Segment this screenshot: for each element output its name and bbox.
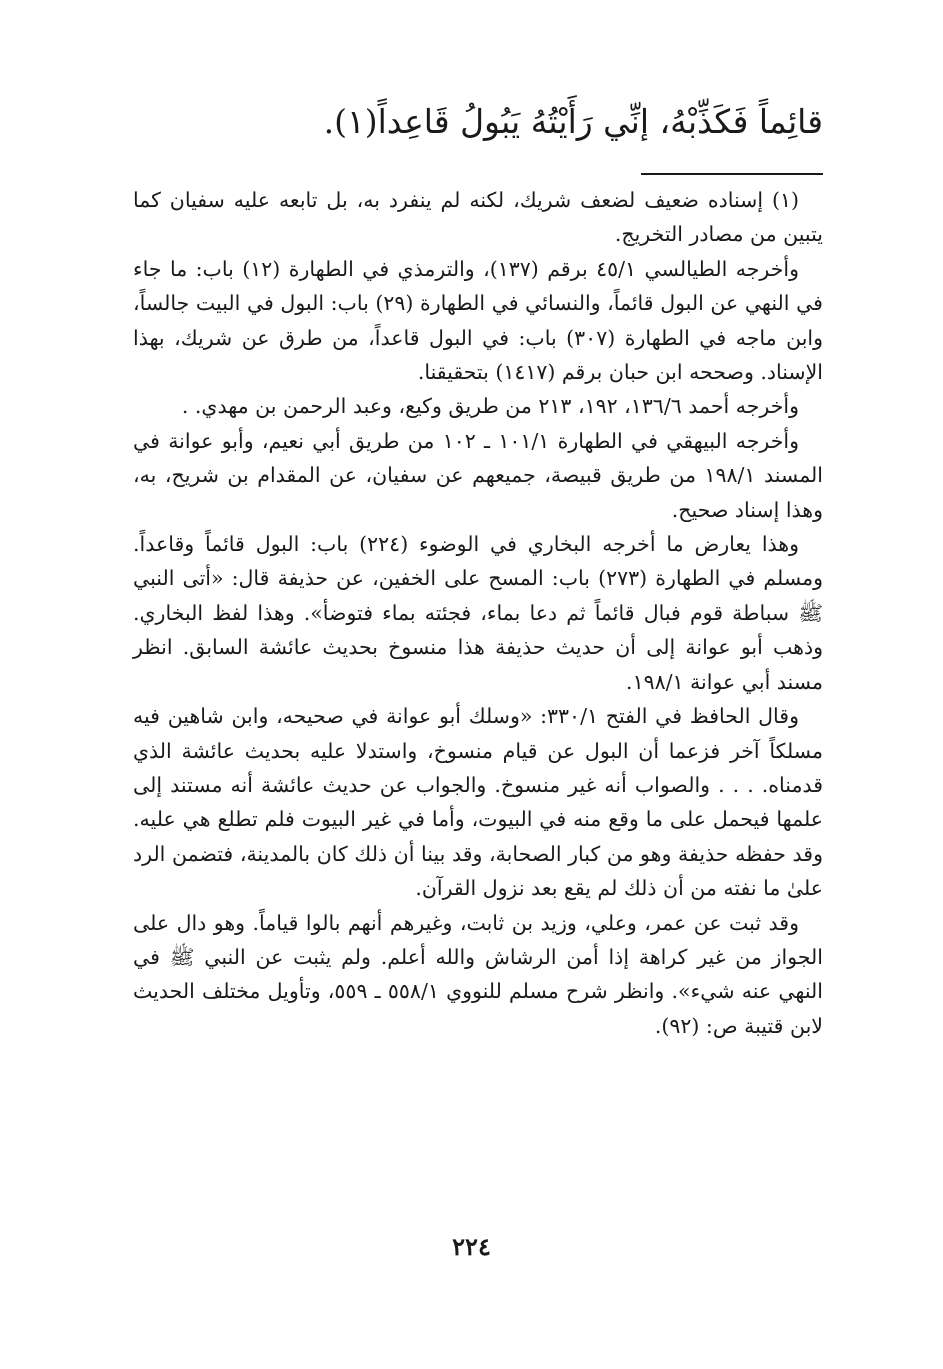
footnote-paragraph: وأخرجه أحمد ١٣٦/٦، ١٩٢، ٢١٣ من طريق وكيع، وعبد الرحمن بن مهدي. . <box>181 394 799 419</box>
footnotes <box>133 183 823 1043</box>
footnote-separator <box>641 173 823 175</box>
footnote-paragraph: وقال الحافظ في الفتح ٣٣٠/١: «وسلك أبو عوانة في صحيحه، وابن شاهين فيه مسلكاً آخر فزعما أن البول عن قيام منسوخ، واستدلا عليه بحديث عائشة الذي قدمناه. . . . والصواب أنه غير منسوخ. والجواب عن حديث عائشة أنه مستند إلى علمها فيحمل على ما وقع منه في البيوت، وأما في غير البيوت فلم تطلع هي عليه. وقد حفظه حذيفة وهو من كبار الصحابة، وقد بينا أن ذلك كان بالمدينة، فتضمن الرد علىٰ ما نفته من أن ذلك لم يقع بعد نزول القرآن. <box>133 704 823 901</box>
footnote-paragraph: وأخرجه البيهقي في الطهارة ١٠١/١ ـ ١٠٢ من طريق أبي نعيم، وأبو عوانة في المسند ١٩٨/١ من طريق قبيصة، جميعهم عن سفيان، عن المقدام بن شريح، به، وهذا إسناد صحيح. <box>133 428 824 522</box>
footnote-paragraph: وأخرجه الطيالسي ٤٥/١ برقم (١٣٧)، والترمذي في الطهارة (١٢) باب: ما جاء في النهي عن البول قائماً، والنسائي في الطهارة (٢٩) باب: البول في البيت جالساً، وابن ماجه في الطهارة (٣٠٧) باب: في البول قاعداً، من طرق عن شريك، بهذا الإسناد. وصححه ابن حبان برقم (١٤١٧) بتحقيقنا. <box>133 256 823 385</box>
footnote-paragraph: وقد ثبت عن عمر، وعلي، وزيد بن ثابت، وغيرهم أنهم بالوا قياماً. وهو دال على الجواز من غير كراهة إذا أمن الرشاش والله أعلم. ولم يثبت عن النبي ﷺ في النهي عنه شيء». وانظر شرح مسلم للنووي ٥٥٨/١ ـ ٥٥٩، وتأويل مختلف الحديث لابن قتيبة ص: (٩٢). <box>133 910 823 1038</box>
footnote-paragraph: (١) إسناده ضعيف لضعف شريك، لكنه لم ينفرد به، بل تابعه عليه سفيان كما يتبين من مصادر التخريج. <box>133 188 823 247</box>
page-number: ٢٢٤ <box>452 1232 491 1261</box>
hadith-text: قائِماً فَكَذِّبْهُ، إنِّي رَأَيْتُهُ يَبُولُ قَاعِداً(١). <box>323 102 823 141</box>
footnote-paragraph: وهذا يعارض ما أخرجه البخاري في الوضوء (٢٢٤) باب: البول قائماً وقاعداً. ومسلم في الطهارة (٢٧٣) باب: المسح على الخفين، عن حذيفة قال: «أتى النبي ﷺ سباطة قوم فبال قائماً ثم دعا بماء، فجئته بماء فتوضأ». وهذا لفظ البخاري. وذهب أبو عوانة إلى أن حديث حذيفة هذا منسوخ بحديث عائشة السابق. انظر مسند أبي عوانة ١٩٨/١. <box>133 532 823 694</box>
